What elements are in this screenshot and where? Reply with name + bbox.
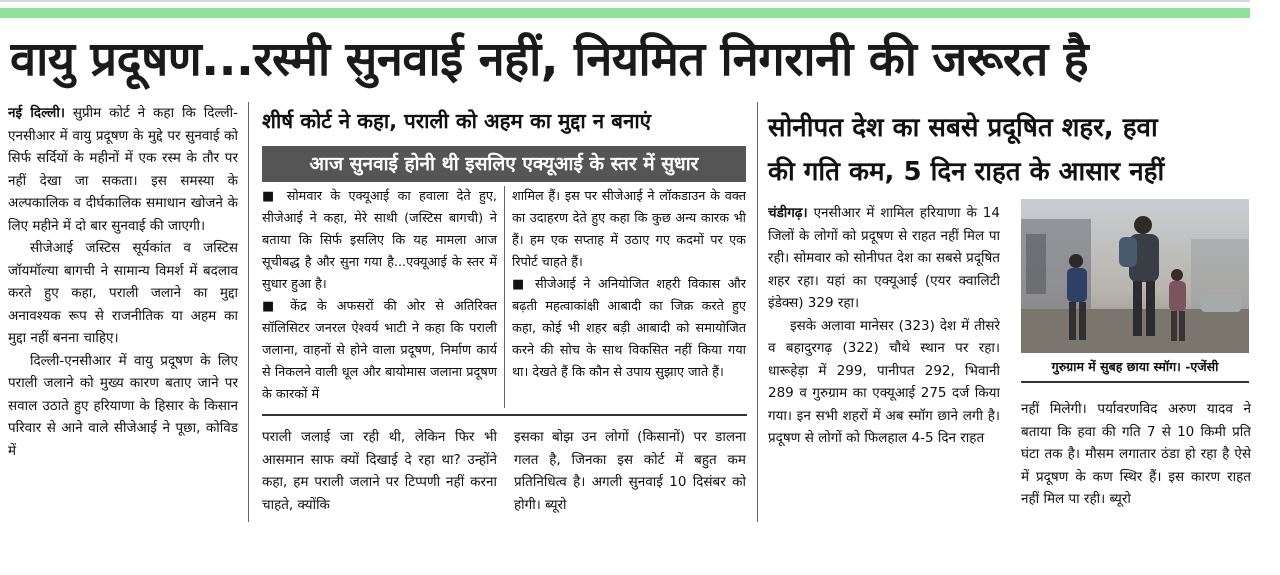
column-divider <box>248 102 249 522</box>
left-paragraph-1: नई दिल्ली। सुप्रीम कोर्ट ने कहा कि दिल्ली-एनसीआर में वायु प्रदूषण के मुद्दे पर सुनवाई को सिर्फ सर्दियों के महीनों में एक रस्म के तौर पर नहीं देखा जा सकता। इस समस्या के अल्पकालिक व दीर्घकालिक समाधान खोजने के लिए महीने में दो बार सुनवाई की जाएगी। <box>8 105 238 234</box>
left-paragraph-2: सीजेआई जस्टिस सूर्यकांत व जस्टिस जॉयमॉल्या बागची ने सामान्य विमर्श में बदलाव करते हुए कहा, पराली जलाने का मुद्दा अनावश्यक रूप से राजनीतिक या अहम का मुद्दा नहीं बनना चाहिए। <box>8 240 238 346</box>
right-subheadline: सोनीपत देश का सबसे प्रदूषित शहर, हवा की गति कम, 5 दिन राहत के आसार नहीं <box>768 113 1165 187</box>
box-bottom-rule <box>262 414 747 416</box>
box-bullet-4: ■ सीजेआई ने अनियोजित शहरी विकास और बढ़ती महत्वाकांक्षी आबादी का जिक्र करते हुए कहा, कोई भी शहर बड़ी आबादी को समायोजित करने की सोच के साथ विकसित नहीं किया गया था। देखते हैं कि कौन से उपाय सुझाए जाते हैं। <box>512 277 746 380</box>
middle-subheadline: शीर्ष कोर्ट ने कहा, पराली को अहम का मुद्दा न बनाएं <box>262 109 652 133</box>
dateline: चंडीगढ़। <box>768 205 808 221</box>
page-top-rule <box>0 0 1250 2</box>
smog-photo-illustration <box>1021 199 1249 353</box>
middle-bottom-column-1: पराली जलाई जा रही थी, लेकिन फिर भी आसमान साफ क्यों दिखाई दे रहा था? उन्होंने कहा, हम पराली जलाने पर टिप्पणी नहीं करना चाहते, क्योंकि <box>262 429 497 513</box>
photo-caption: गुरुग्राम में सुबह छाया स्मॉग। -एजेंसी <box>1051 359 1219 374</box>
box-bullet-2: ■ केंद्र के अफसरों की ओर से अतिरिक्त सॉलिसिटर जनरल ऐश्वर्य भाटी ने कहा कि पराली जलाना, वाहनों से होने वाला प्रदूषण, निर्माण कार्य से निकलने वाली धूल और बायोमास जलाना प्रदूषण के कारकों में <box>262 299 497 402</box>
dateline: नई दिल्ली। <box>8 105 65 121</box>
box-bullet-1: ■ सोमवार के एक्यूआई का हवाला देते हुए, सीजेआई ने कहा, मेरे साथी (जस्टिस बागची) ने बताया कि सिर्फ इसलिए कि यह मामला आज सूचीबद्ध है और सुना गया है...एक्यूआई के स्तर में सुधार हुआ है। <box>262 189 497 292</box>
green-accent-bar <box>0 8 1250 18</box>
highlight-band: आज सुनवाई होनी थी इसलिए एक्यूआई के स्तर में सुधार <box>262 146 746 182</box>
right-paragraph-1: चंडीगढ़। एनसीआर में शामिल हरियाणा के 14 जिलों के लोगों को प्रदूषण से राहत नहीं मिल पा रही। सोमवार को सोनीपत देश का सबसे प्रदूषित शहर रहा। यहां का एक्यूआई (एयर क्वालिटी इंडेक्स) 329 रहा। <box>768 205 1000 311</box>
right-paragraph-2: इसके अलावा मानेसर (323) देश में तीसरे व बहादुरगढ़ (322) चौथे स्थान पर रहा। धारूहेड़ा में 299, पानीपत 292, भिवानी 289 व गुरुग्राम का एक्यूआई 275 दर्ज किया गया। इन सभी शहरों में अब स्मॉग छाने लगी है। प्रदूषण से लोगों को फिलहाल 4-5 दिन राहत <box>768 317 1000 446</box>
box-column-2 <box>512 186 746 408</box>
left-paragraph-3: दिल्ली-एनसीआर में वायु प्रदूषण के लिए पराली जलाने को मुख्य कारण बताए जाने पर सवाल उठाते हुए हरियाणा के हिसार के किसान परिवार से आने वाले सीजेआई ने पूछा, कोविड में <box>8 352 238 459</box>
column-divider <box>757 102 758 522</box>
left-article-column <box>8 102 238 522</box>
right-paragraph-3: नहीं मिलेगी। पर्यावरणविद अरुण यादव ने बताया कि हवा की गति 7 से 10 किमी प्रति घंटा तक है। मौसम लगातार ठंडा हो रहा है ऐसे में प्रदूषण के कण स्थिर हैं। इस कारण राहत नहीं मिल पा रही। ब्यूरो <box>1021 401 1251 507</box>
caption-rule <box>1021 381 1249 383</box>
smog-photo <box>1021 199 1249 353</box>
box-bullet-3: शामिल हैं। इस पर सीजेआई ने लॉकडाउन के वक्त का उदाहरण देते हुए कहा कि कुछ अन्य कारक भी हैं। हम एक सप्ताह में उठाए गए कदमों पर एक रिपोर्ट चाहते हैं। <box>512 189 746 270</box>
box-column-1 <box>262 186 497 408</box>
middle-bottom-column-2: इसका बोझ उन लोगों (किसानों) पर डालना गलत है, जिनका इस कोर्ट में बहुत कम प्रतिनिधित्व है। अगली सुनवाई 10 दिसंबर को होगी। ब्यूरो <box>514 429 746 513</box>
right-column-2 <box>1021 398 1251 522</box>
main-headline: वायु प्रदूषण...रस्मी सुनवाई नहीं, नियमित निगरानी की जरूरत है <box>10 32 1089 87</box>
right-column-1 <box>768 202 1000 522</box>
box-divider <box>504 186 505 408</box>
